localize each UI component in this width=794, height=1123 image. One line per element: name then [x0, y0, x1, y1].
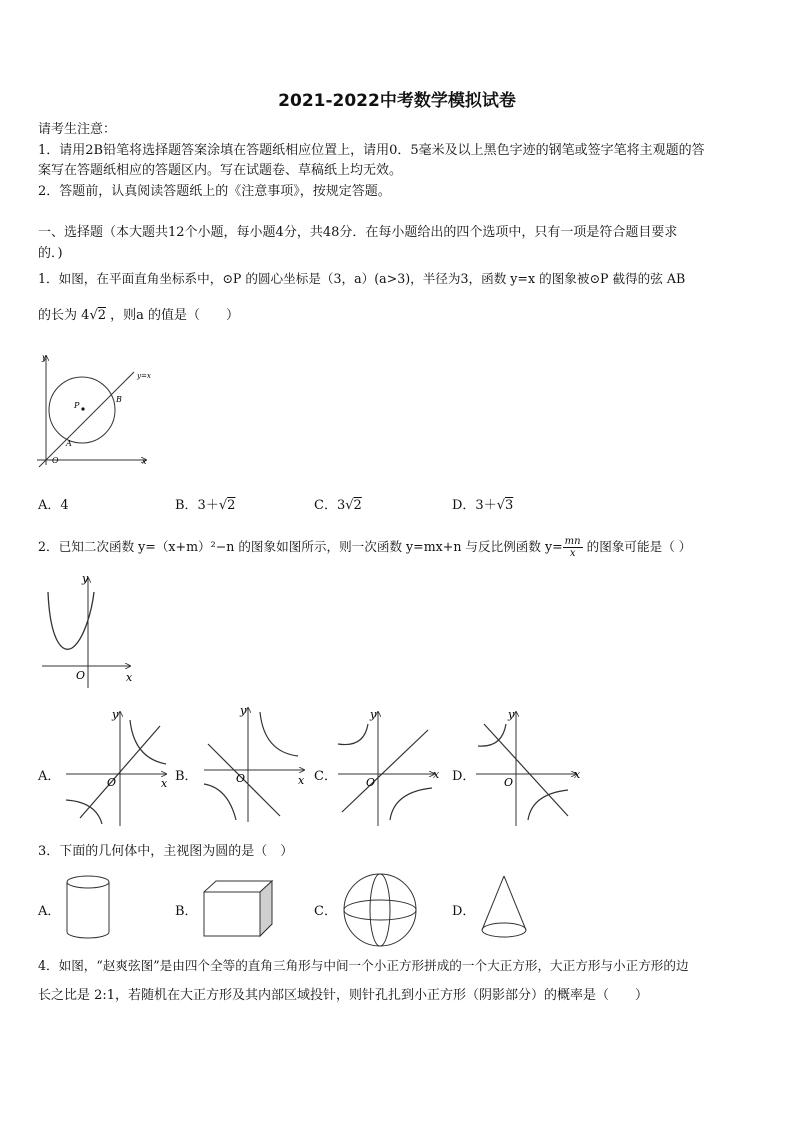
q1-option-c-radicand: 2 [353, 498, 362, 513]
q1-option-b[interactable] [175, 494, 235, 513]
q1-label-b: B [116, 395, 122, 404]
q1-label-y: y [42, 353, 47, 362]
q1-option-b-radicand: 2 [227, 498, 236, 513]
q2-text [38, 536, 691, 559]
sqrt-icon: √ [89, 308, 98, 323]
hyperbola-branch-2 [66, 800, 102, 824]
cone-icon[interactable] [478, 872, 534, 944]
q1-len-num: 4 [81, 308, 90, 323]
q3-option-c-label[interactable]: C． [314, 904, 337, 919]
q2-text-post: 的图象可能是（ ） [586, 539, 692, 554]
q1-option-d-text: D．3＋ [452, 498, 497, 513]
q4-text-line1: 4．如图，“赵爽弦图”是由四个全等的直角三角形与中间一个小正方形拼成的一个大正方形，大正方形与小正方形的边 [38, 958, 689, 973]
q2-option-d-graph[interactable] [472, 708, 582, 828]
q1-option-a[interactable]: A．4 [38, 498, 69, 513]
label-o: O [107, 776, 117, 789]
q1-label-line: y=x [137, 372, 151, 380]
label-x: x [161, 777, 168, 790]
notice-heading: 请考生注意： [38, 122, 117, 137]
notice-item-1b: 案写在答题纸相应的答题区内。写在试题卷、草稿纸上均无效。 [38, 163, 403, 178]
q2-label-o: O [76, 669, 86, 682]
q2-parabola [48, 592, 94, 649]
label-y: y [240, 704, 247, 717]
page-title: 2021-2022中考数学模拟试卷 [278, 91, 516, 111]
q1-len-suffix: ，则a 的值是（ ） [110, 308, 240, 323]
notice-item-1a: 1．请用2B铅笔将选择题答案涂填在答题纸相应位置上，请用0．5毫米及以上黑色字迹的钢笔或签字笔将主观题的答 [38, 143, 705, 158]
q2-fraction [563, 536, 583, 559]
label-y: y [370, 708, 377, 721]
q1-center-point [81, 407, 84, 410]
q1-label-p: P [74, 401, 80, 410]
label-x: x [433, 768, 440, 781]
q2-label-y: y [82, 572, 89, 585]
q1-label-x: x [142, 457, 147, 466]
cylinder-icon[interactable] [62, 872, 116, 944]
hyperbola-branch-1 [260, 712, 298, 756]
q2-frac-num: mn [564, 536, 581, 547]
linear-line [484, 724, 568, 816]
q2-option-a-graph[interactable] [60, 708, 170, 828]
q1-label-o: O [52, 456, 59, 465]
q1-len-prefix: 的长为 [38, 308, 78, 323]
cube-icon[interactable] [200, 878, 276, 940]
label-o: O [366, 776, 376, 789]
q3-text: 3．下面的几何体中，主视图为圆的是（ ） [38, 844, 294, 859]
q3-option-a-label[interactable]: A． [38, 904, 61, 919]
hyperbola-branch-2 [528, 790, 568, 820]
label-y: y [112, 708, 119, 721]
q1-text-line2 [38, 307, 239, 325]
q1-figure [34, 350, 164, 472]
q2-option-c-label[interactable]: C． [314, 769, 337, 784]
sphere-icon[interactable] [340, 870, 420, 950]
q3-option-b-label[interactable]: B． [175, 904, 198, 919]
q2-option-b-graph[interactable] [198, 704, 308, 824]
label-y: y [508, 708, 515, 721]
label-x: x [298, 774, 305, 787]
q1-len-radicand: 2 [97, 308, 107, 323]
q1-label-a: A [66, 439, 72, 448]
q2-option-d-label[interactable]: D． [452, 769, 476, 784]
q1-line-y-eq-x [39, 372, 134, 467]
q1-option-d-radicand: 3 [505, 498, 514, 513]
label-o: O [504, 776, 514, 789]
label-o: O [236, 772, 246, 785]
q1-option-c[interactable] [314, 494, 362, 513]
sqrt-icon: √ [345, 498, 354, 513]
q1-option-c-text: C．3 [314, 498, 346, 513]
section-heading-line1: 一、选择题（本大题共12个小题，每小题4分，共48分．在每小题给出的四个选项中，只有一项是符合题目要求 [38, 225, 678, 240]
sqrt-icon: √ [218, 498, 228, 513]
q2-text-pre: 2．已知二次函数 y=（x+m）²−n 的图象如图所示，则一次函数 y=mx+n 与反比例函数 y= [38, 539, 563, 554]
hyperbola-branch-2 [390, 788, 432, 820]
hyperbola-branch-1 [338, 724, 368, 745]
notice-item-2: 2．答题前，认真阅读答题纸上的《注意事项》，按规定答题。 [38, 184, 391, 199]
q2-option-b-label[interactable]: B． [175, 769, 198, 784]
hyperbola-branch-1 [130, 720, 166, 764]
q3-option-d-label[interactable]: D． [452, 904, 476, 919]
q2-option-a-label[interactable]: A． [38, 769, 61, 784]
q4-text-line2: 长之比是 2:1，若随机在大正方形及其内部区域投针，则针孔扎到小正方形（阴影部分）的概率是（ ） [38, 988, 649, 1003]
q1-option-b-text: B．3＋ [175, 498, 219, 513]
section-heading-line2: 的．) [38, 246, 63, 261]
q1-option-d[interactable] [452, 494, 513, 513]
q2-frac-den: x [569, 548, 576, 559]
q2-parabola-figure [36, 570, 146, 690]
q1-text-line1: 1．如图，在平面直角坐标系中，⊙P 的圆心坐标是（3，a）(a>3)，半径为3，函数 y=x 的图象被⊙P 截得的弦 AB [38, 271, 686, 286]
q2-option-c-graph[interactable] [334, 708, 444, 828]
q2-label-x: x [126, 671, 133, 684]
sqrt-icon: √ [496, 498, 505, 513]
hyperbola-branch-2 [204, 784, 236, 820]
label-x: x [574, 768, 581, 781]
